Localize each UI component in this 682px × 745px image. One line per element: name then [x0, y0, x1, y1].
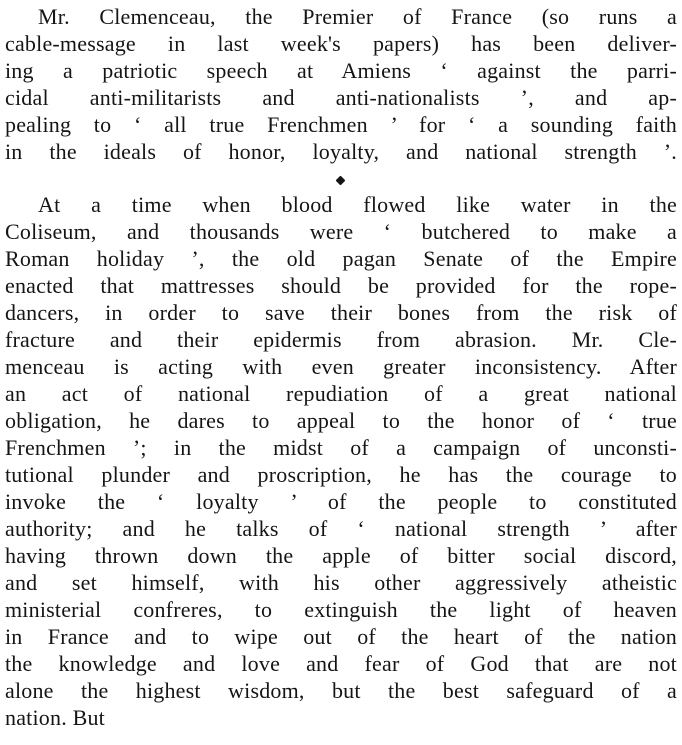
text-line: and set himself, with his other aggressively atheistic — [5, 570, 677, 595]
text-line: enacted that mattresses should be provided for the rope- — [5, 273, 677, 298]
text-line: pealing to ‘ all true Frenchmen ’ for ‘ a sounding faith — [5, 112, 677, 137]
text-line: tutional plunder and proscription, he has the courage to — [5, 462, 677, 487]
text-line: ministerial confreres, to extinguish the light of heaven — [5, 597, 677, 622]
text-line: having thrown down the apple of bitter social discord, — [5, 543, 677, 568]
text-line: At a time when blood flowed like water in the — [38, 192, 677, 217]
text-line: authority; and he talks of ‘ national strength ’ after — [5, 516, 677, 541]
text-line: ing a patriotic speech at Amiens ‘ against the parri- — [5, 58, 677, 83]
text-line: the knowledge and love and fear of God that are not — [5, 651, 677, 676]
text-line: invoke the ‘ loyalty ’ of the people to constituted — [5, 489, 677, 514]
text-line: Roman holiday ’, the old pagan Senate of the Empire — [5, 246, 677, 271]
paragraph-separator-dot — [336, 176, 346, 186]
text-line: dancers, in order to save their bones from the risk of — [5, 300, 677, 325]
text-line: Mr. Clemenceau, the Premier of France (so runs a — [38, 4, 677, 29]
text-line: in France and to wipe out of the heart of the nation — [5, 624, 677, 649]
text-line: obligation, he dares to appeal to the honor of ‘ true — [5, 408, 677, 433]
text-line: an act of national repudiation of a great national — [5, 381, 677, 406]
text-line: cable-message in last week's papers) has been deliver- — [5, 31, 677, 56]
text-line: Coliseum, and thousands were ‘ butchered to make a — [5, 219, 677, 244]
text-line: in the ideals of honor, loyalty, and national strength ’. — [5, 139, 677, 164]
text-line: fracture and their epidermis from abrasion. Mr. Cle- — [5, 327, 677, 352]
text-line: nation. But — [5, 705, 105, 730]
text-line: menceau is acting with even greater inconsistency. After — [5, 354, 677, 379]
text-line: cidal anti-militarists and anti-nationalists ’, and ap- — [5, 85, 677, 110]
text-line: alone the highest wisdom, but the best safeguard of a — [5, 678, 677, 703]
text-line: Frenchmen ’; in the midst of a campaign of unconsti- — [5, 435, 677, 460]
